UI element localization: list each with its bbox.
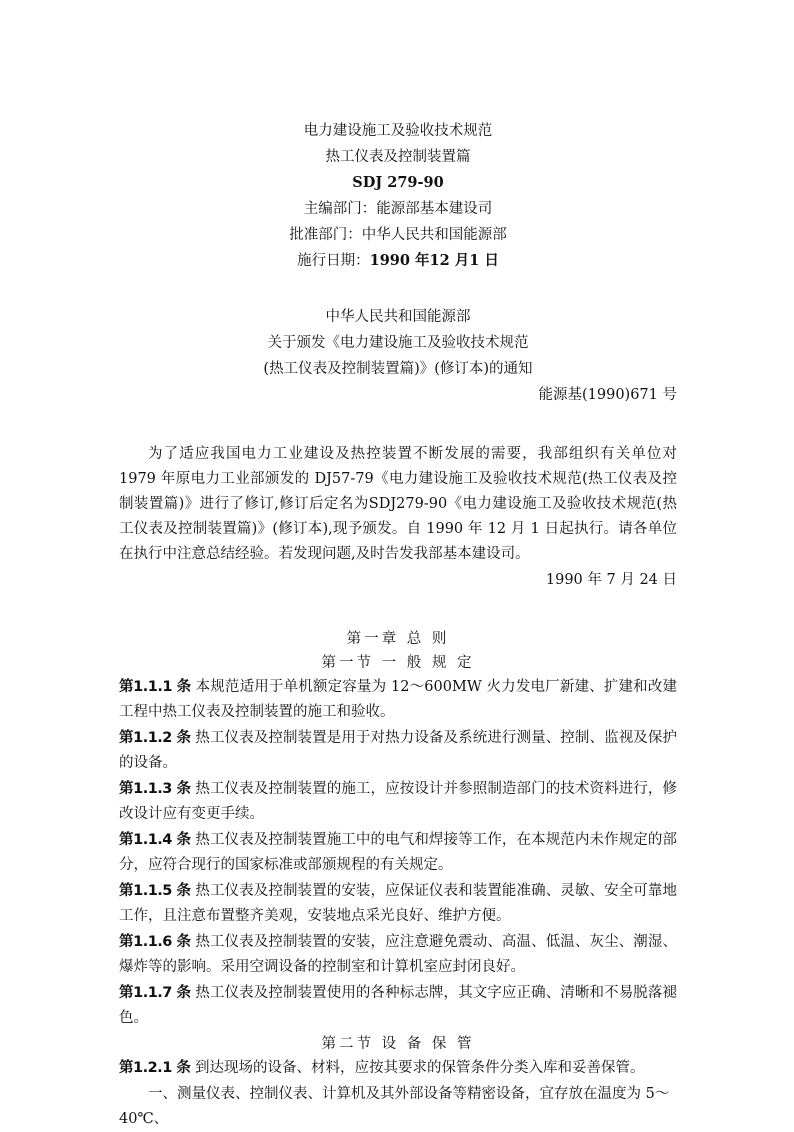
notice-body: 为了适应我国电力工业建设及热控装置不断发展的需要，我部组织有关单位对 1979 年原电力工业部颁发的 DJ57-79《电力建设施工及验收技术规范(热工仪表及控制装置篇)》进行了修订,修订后定名为SDJ279-90《电力建设施工及验收技术规范(热工仪表及控制装置篇)》(修订本),现予颁发。自 1990 年 12 月 1 日起执行。请各单位在执行中注意总结经验。若发现问题,及时告发我部基本建设司。 — [119, 446, 677, 562]
effective-date-line — [119, 248, 677, 274]
clause — [119, 777, 677, 827]
clause-text: 本规范适用于单机额定容量为 12～600MW 火力发电厂新建、扩建和改建工程中热工仪表及控制装置的施工和验收。 — [119, 679, 677, 720]
clause — [119, 981, 677, 1031]
clause — [119, 828, 677, 878]
document-page — [119, 118, 677, 1132]
clause-text: 到达现场的设备、材料，应按其要求的保管条件分类入库和妥善保管。 — [190, 1060, 645, 1076]
section-title: 第一节 一 般 规 定 — [321, 655, 475, 671]
editor-department: 主编部门：能源部基本建设司 — [303, 201, 493, 217]
clause-number: 第1.2.1 条 — [119, 1060, 191, 1076]
clause-text: 热工仪表及控制装置的安装，应注意避免震动、高温、低温、灰尘、潮湿、爆炸等的影响。采用空调设备的控制室和计算机室应封闭良好。 — [119, 934, 677, 975]
clause-number: 第1.1.5 条 — [119, 883, 191, 899]
effective-date-label: 施行日期： — [297, 253, 370, 269]
clause-text: 热工仪表及控制装置的施工，应按设计并参照制造部门的技术资料进行，修改设计应有变更手续。 — [119, 781, 677, 822]
clause-number: 第1.1.1 条 — [119, 679, 191, 695]
clause-text: 热工仪表及控制装置施工中的电气和焊接等工作，在本规范内未作规定的部分，应符合现行的国家标准或部颁规程的有关规定。 — [119, 832, 677, 873]
clause — [119, 726, 677, 776]
clause — [119, 1056, 677, 1081]
approver-department: 批准部门：中华人民共和国能源部 — [289, 227, 507, 243]
clause-number: 第1.1.2 条 — [119, 730, 191, 746]
clause-text: 热工仪表及控制装置的安装，应保证仪表和装置能准确、灵敏、安全可靠地工作，且注意布置整齐美观，安装地点采光良好、维护方便。 — [119, 883, 677, 924]
clause — [119, 879, 677, 929]
clause-text: 热工仪表及控制装置使用的各种标志牌，其文字应正确、清晰和不易脱落褪色。 — [119, 985, 677, 1026]
clause-number: 第1.1.3 条 — [119, 781, 191, 797]
notice-doc-number: 能源基(1990)671 号 — [538, 387, 677, 403]
notice-title-line2: (热工仪表及控制装置篇)》(修订本)的通知 — [263, 361, 533, 377]
standard-code: SDJ 279-90 — [352, 174, 444, 191]
document-subtitle: 热工仪表及控制装置篇 — [325, 149, 471, 165]
document-title: 电力建设施工及验收技术规范 — [303, 123, 493, 139]
clause-number: 第1.1.7 条 — [119, 985, 191, 1001]
clause — [119, 675, 677, 725]
notice-issuer: 中华人民共和国能源部 — [325, 309, 471, 325]
clause-number: 第1.1.4 条 — [119, 832, 191, 848]
clause-number: 第1.1.6 条 — [119, 934, 191, 950]
clause-text: 热工仪表及控制装置是用于对热力设备及系统进行测量、控制、监视及保护的设备。 — [119, 730, 677, 771]
section-title: 第二节 设 备 保 管 — [321, 1036, 475, 1052]
notice-date: 1990 年 7 月 24 日 — [545, 572, 677, 588]
clause — [119, 930, 677, 980]
effective-date-value: 1990 年12 月1 日 — [369, 252, 499, 269]
chapter-title: 第一章 总 则 — [346, 631, 450, 647]
notice-title-line1: 关于颁发《电力建设施工及验收技术规范 — [267, 335, 529, 351]
clause-item: 一、测量仪表、控制仪表、计算机及其外部设备等精密设备，宜存放在温度为 5～40℃、 — [119, 1086, 670, 1127]
